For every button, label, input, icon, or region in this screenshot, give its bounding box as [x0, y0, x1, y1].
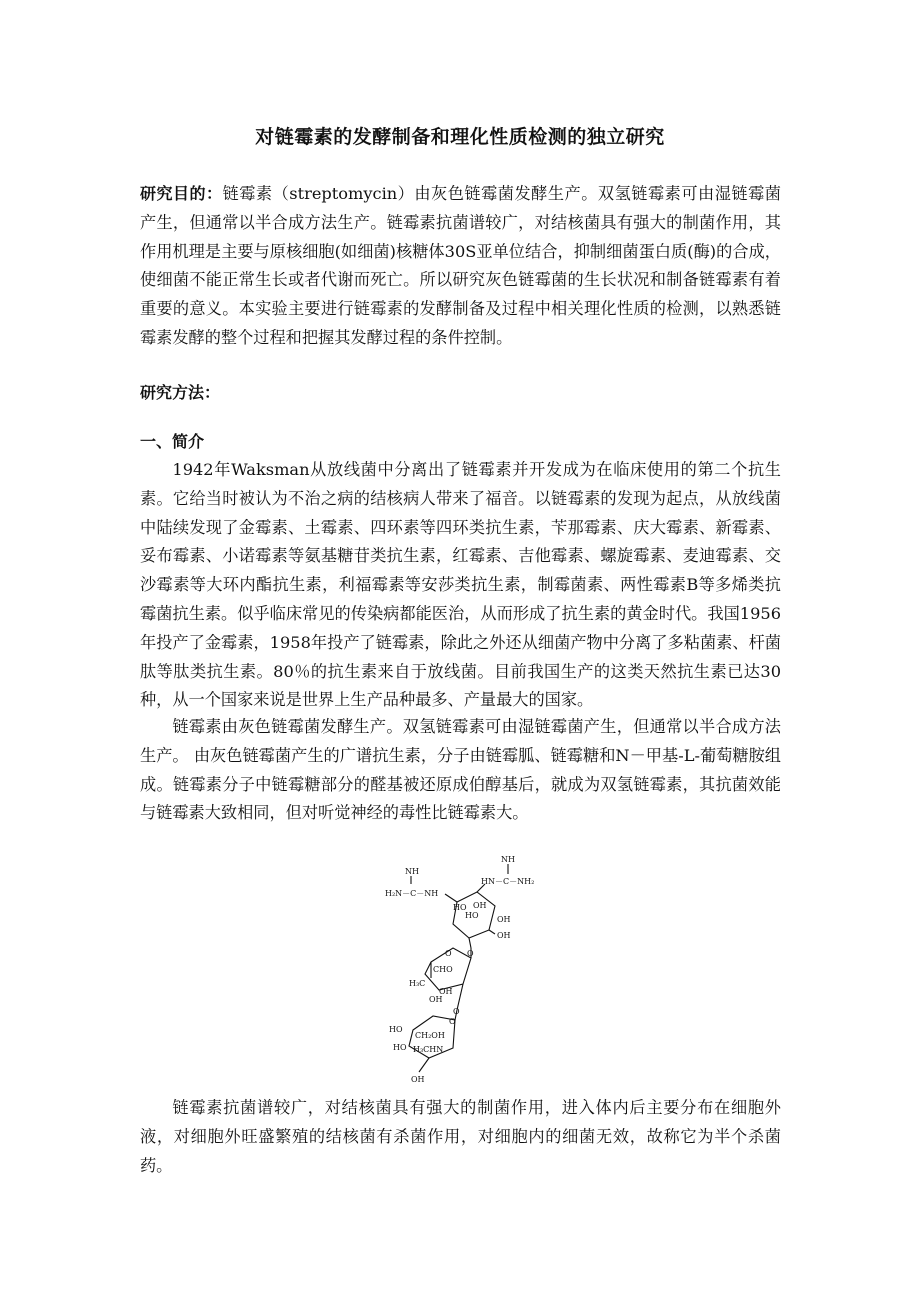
- label-h2n-left: H₂N－C－NH: [385, 889, 439, 898]
- spectrum-paragraph: 链霉素抗菌谱较广，对结核菌具有强大的制菌作用，进入体内后主要分布在细胞外液，对细胞外旺盛繁殖的结核菌有杀菌作用，对细胞内的细菌无效，故称它为半个杀菌药。: [140, 1098, 781, 1175]
- label-o-ring3: O: [449, 1017, 456, 1026]
- label-oh-ring3-bottom: OH: [411, 1075, 425, 1084]
- streptomycin-structure-figure: [385, 852, 545, 1090]
- label-ch2oh: CH₂OH: [415, 1031, 445, 1040]
- label-o-link1: O: [467, 949, 474, 958]
- label-o-ring2: O: [445, 949, 452, 958]
- intro-paragraph-2: 链霉素由灰色链霉菌发酵生产。双氢链霉素可由湿链霉菌产生，但通常以半合成方法生产。 由灰色链霉菌产生的广谱抗生素，分子由链霉胍、链霉糖和N－甲基-L-葡萄糖胺组成。链霉素分子中链霉糖部分的醛基被还原成伯醇基后，就成为双氢链霉素，其抗菌效能与链霉素大致相同，但对听觉神经的毒性比链霉素大。: [140, 717, 781, 823]
- label-oh-ring1-low: OH: [497, 915, 511, 924]
- label-h3chn: H₃CHN: [413, 1045, 444, 1054]
- label-ho-ring3: HO: [389, 1025, 403, 1034]
- label-oh-ring2-b: OH: [429, 995, 443, 1004]
- method-heading: 研究方法：: [140, 383, 221, 402]
- intro-paragraph-1: 1942年Waksman从放线菌中分离出了链霉素并开发成为在临床使用的第二个抗生素。它给当时被认为不治之病的结核病人带来了福音。以链霉素的发现为起点，从放线菌中陆续发现了金霉素、土霉素、四环素等四环类抗生素，苄那霉素、庆大霉素、新霉素、妥布霉素、小诺霉素等氨基糖苷类抗生素，红霉素、吉他霉素、螺旋霉素、麦迪霉素、交沙霉素等大环内酯抗生素，利福霉素等安莎类抗生素，制霉菌素、两性霉素B等多烯类抗霉菌抗生素。似乎临床常见的传染病都能医治，从而形成了抗生素的黄金时代。我国1956年投产了金霉素，1958年投产了链霉素，除此之外还从细菌产物中分离了多粘菌素、杆菌肽等肽类抗生素。80％的抗生素来自于放线菌。目前我国生产的这类天然抗生素已达30种，从一个国家来说是世界上生产品种最多、产量最大的国家。: [140, 460, 781, 710]
- label-ho-ring1-inner: HO: [465, 911, 479, 920]
- purpose-text: 链霉素（streptomycin）由灰色链霉菌发酵生产。双氢链霉素可由湿链霉菌产生，但通常以半合成方法生产。链霉素抗菌谱较广，对结核菌具有强大的制菌作用，其作用机理是主要与原核细胞(如细菌)核糖体30S亚单位结合，抑制细菌蛋白质(酶)的合成，使细菌不能正常生长或者代谢而死亡。所以研究灰色链霉菌的生长状况和制备链霉素有着重要的意义。本实验主要进行链霉素的发酵制备及过程中相关理化性质的检测，以熟悉链霉素发酵的整个过程和把握其发酵过程的条件控制。: [140, 184, 781, 347]
- label-nh-left: NH: [405, 867, 419, 876]
- label-oh-ring2-a: OH: [439, 987, 453, 996]
- purpose-label: 研究目的：: [140, 184, 223, 203]
- label-ho-ring3-b: HO: [393, 1043, 407, 1052]
- label-h3c: H₃C: [409, 979, 426, 988]
- label-cho: CHO: [433, 965, 453, 974]
- label-oh-ring1-bottom: OH: [497, 931, 511, 940]
- label-oh-ring1-mid: OH: [473, 901, 487, 910]
- intro-heading: 一、简介: [140, 432, 205, 451]
- label-nh-c-nh2: HN－C－NH₂: [481, 877, 535, 886]
- purpose-paragraph: [140, 180, 781, 353]
- document-title: 对链霉素的发酵制备和理化性质检测的独立研究: [255, 126, 665, 148]
- label-o-link2: O: [453, 1007, 460, 1016]
- label-ho-ring1: HO: [453, 903, 467, 912]
- label-nh-right: NH: [501, 855, 515, 864]
